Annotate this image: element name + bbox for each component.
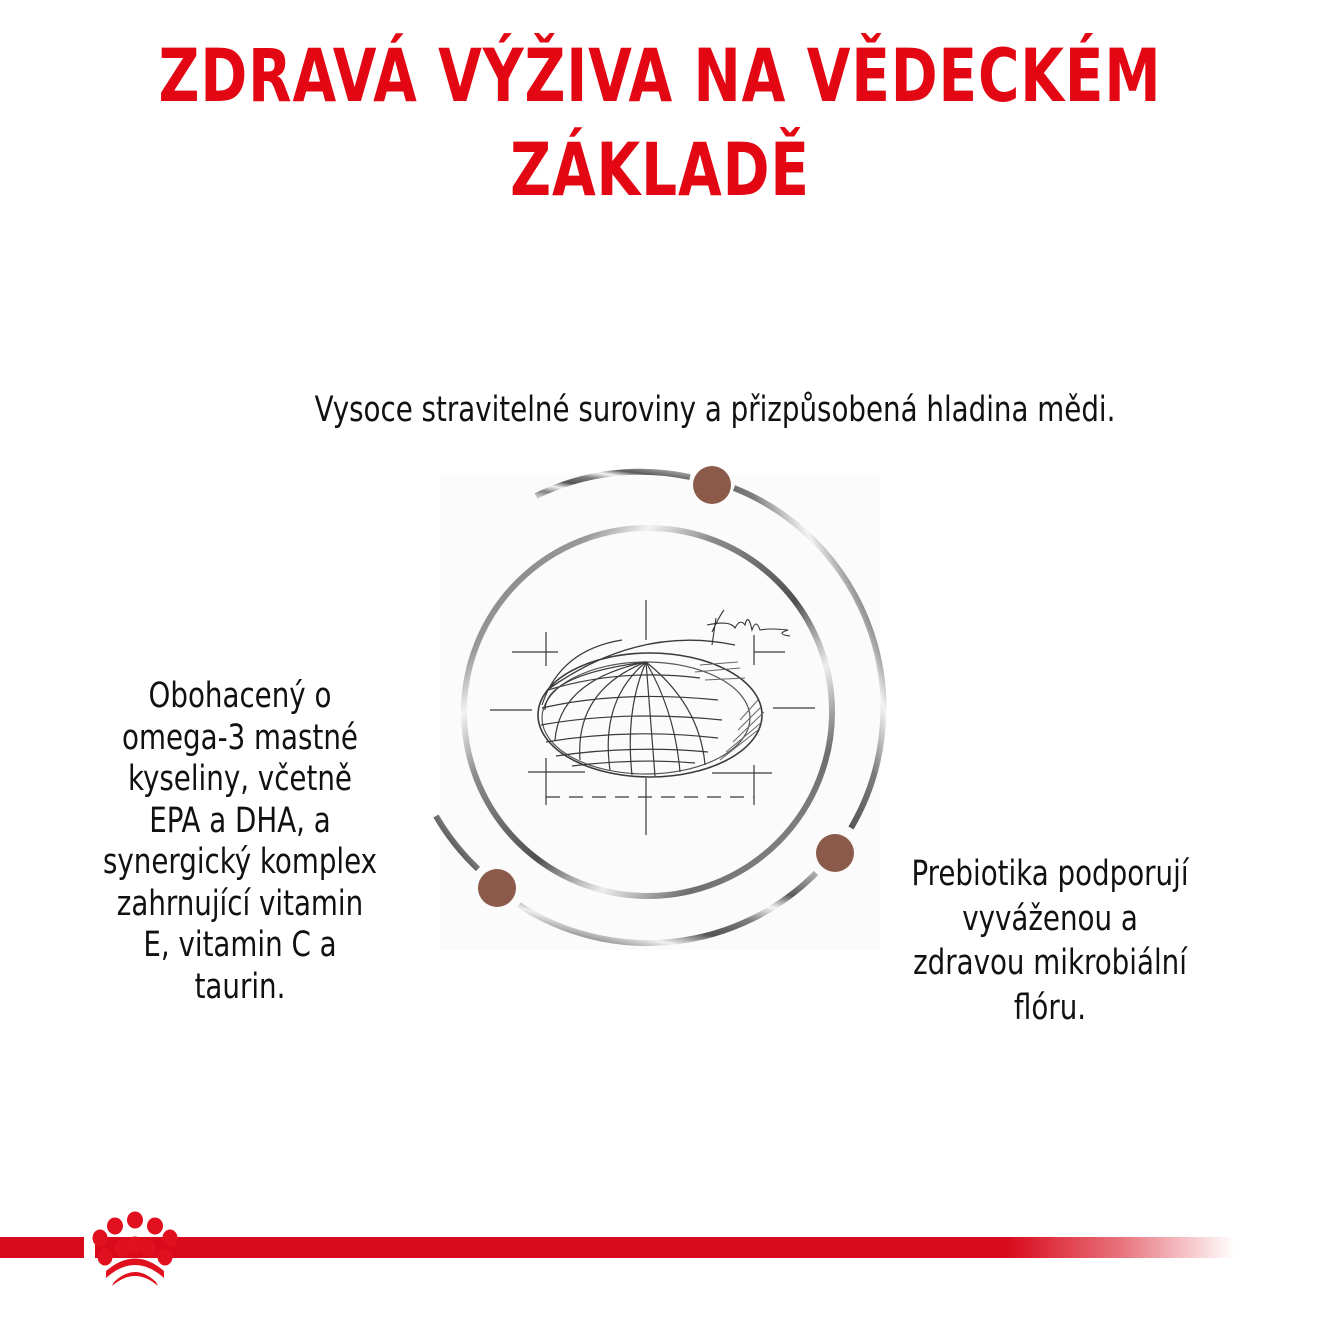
- footer-band-right: [95, 1237, 1235, 1258]
- feature-prebiotics: [874, 852, 1226, 1030]
- feature-omega3-line: taurin.: [194, 966, 286, 1007]
- page-title: [92, 30, 1227, 218]
- feature-omega3-line: synergický komplex: [102, 842, 378, 882]
- feature-omega3-line: kyseliny, včetně: [128, 759, 352, 799]
- top-dot-icon: [693, 466, 731, 504]
- feature-omega3: [64, 676, 416, 1008]
- feature-prebiotics-line: flóru.: [1013, 987, 1087, 1028]
- feature-digestibility: Vysoce stravitelné suroviny a přizpůsobená hladina mědi.: [314, 390, 1116, 430]
- feature-prebiotics-line: zdravou mikrobiální: [913, 943, 1187, 983]
- feature-omega3-line: omega-3 mastné: [122, 717, 358, 758]
- left-dot-icon: [478, 869, 516, 907]
- crown-icon: [92, 1208, 178, 1292]
- feature-prebiotics-line: Prebiotika podporují: [911, 854, 1189, 894]
- feature-omega3-line: Obohacený o: [148, 676, 332, 716]
- feature-prebiotics-line: vyváženou a: [962, 898, 1138, 939]
- right-dot-icon: [816, 834, 854, 872]
- footer-band-left: [0, 1237, 84, 1258]
- page-title-line-1: ZDRAVÁ VÝŽIVA NA VĚDECKÉM: [158, 34, 1162, 119]
- kibble-diagram: [400, 440, 900, 980]
- feature-omega3-line: zahrnující vitamin: [116, 883, 364, 924]
- feature-omega3-line: EPA a DHA, a: [149, 800, 331, 841]
- page-title-line-2: ZÁKLADĚ: [510, 128, 810, 213]
- feature-omega3-line: E, vitamin C a: [143, 925, 337, 965]
